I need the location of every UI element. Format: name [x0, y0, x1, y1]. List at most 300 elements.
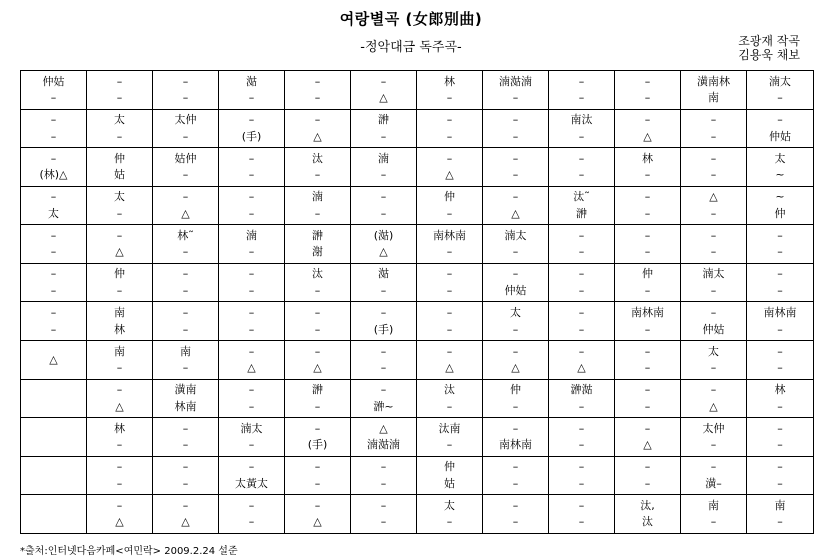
notation-cell [681, 341, 746, 380]
notation-symbol: – [777, 283, 783, 297]
notation-symbol: – [50, 245, 57, 259]
notation-column [615, 71, 681, 533]
notation-symbol: – [777, 91, 783, 105]
notation-cell [681, 71, 746, 110]
notation-cell [285, 457, 350, 496]
notation-cell [549, 187, 614, 226]
notation-cell [87, 341, 152, 380]
notation-cell [87, 457, 152, 496]
notation-symbol: – [182, 190, 189, 204]
notation-symbol: △ [445, 168, 454, 182]
notation-cell [285, 341, 350, 380]
notation-symbol: 南汰 [570, 113, 593, 127]
notation-symbol: – [182, 168, 189, 182]
notation-symbol: – [314, 305, 321, 319]
notation-symbol: – [512, 91, 519, 105]
notation-symbol: – [380, 190, 387, 204]
transcriber-credit: 김용욱 채보 [738, 48, 800, 62]
notation-cell [87, 264, 152, 303]
notation-symbol: – [182, 245, 189, 259]
notation-cell [219, 302, 284, 341]
notation-symbol: – [314, 74, 321, 88]
notation-cell [351, 264, 416, 303]
notation-cell [285, 71, 350, 110]
notation-symbol: – [644, 476, 651, 490]
notation-cell [87, 187, 152, 226]
notation-symbol: – [512, 515, 519, 529]
notation-symbol: 湳太 [702, 267, 725, 281]
notation-symbol: – [446, 283, 453, 297]
notation-symbol: – [248, 267, 255, 281]
notation-column [483, 71, 549, 533]
notation-symbol: – [578, 283, 585, 297]
notation-symbol: 太 [708, 344, 719, 358]
notation-symbol: – [710, 151, 717, 165]
notation-symbol: 㴢 [378, 113, 389, 127]
notation-symbol: – [446, 344, 453, 358]
notation-symbol: 㴬 [312, 245, 323, 259]
notation-symbol: 汰 [312, 151, 323, 165]
notation-symbol: – [578, 498, 585, 512]
notation-cell [285, 148, 350, 187]
notation-symbol: △ [643, 129, 652, 143]
notation-cell [681, 380, 746, 419]
notation-symbol: – [512, 267, 519, 281]
notation-symbol: – [248, 344, 255, 358]
notation-cell [285, 225, 350, 264]
notation-cell [681, 110, 746, 149]
notation-symbol: 湳太 [240, 421, 263, 435]
notation-symbol: – [248, 113, 255, 127]
notation-symbol: – [182, 267, 189, 281]
notation-cell [351, 187, 416, 226]
notation-cell [351, 341, 416, 380]
notation-cell [21, 380, 86, 419]
notation-symbol: – [380, 305, 387, 319]
notation-symbol: 林 [642, 151, 653, 165]
notation-symbol: – [50, 228, 57, 242]
notation-symbol: – [644, 283, 651, 297]
notation-symbol: – [248, 322, 255, 336]
notation-cell [549, 148, 614, 187]
notation-symbol: – [248, 151, 255, 165]
notation-symbol: – [644, 113, 651, 127]
notation-cell [615, 225, 680, 264]
notation-cell [549, 302, 614, 341]
notation-symbol: 林 [114, 421, 125, 435]
notation-symbol: – [50, 113, 57, 127]
notation-symbol: – [446, 91, 453, 105]
notation-symbol: – [512, 190, 519, 204]
notation-symbol: – [380, 168, 387, 182]
notation-cell [747, 457, 813, 496]
notation-symbol: △ [445, 361, 454, 375]
credit-block [738, 34, 800, 62]
notation-symbol: – [50, 91, 57, 105]
notation-symbol: 南 [708, 498, 719, 512]
notation-cell [615, 495, 680, 533]
notation-symbol: 南 [114, 305, 125, 319]
notation-symbol: – [512, 151, 519, 165]
notation-cell [615, 457, 680, 496]
notation-cell [87, 71, 152, 110]
notation-symbol: – [314, 206, 321, 220]
notation-symbol: – [777, 515, 783, 529]
notation-cell [21, 264, 86, 303]
notation-symbol: 太仲 [174, 113, 197, 127]
notation-symbol: △ [313, 361, 322, 375]
notation-symbol: – [710, 129, 717, 143]
notation-symbol: – [380, 361, 387, 375]
notation-cell [747, 264, 813, 303]
notation-symbol: – [578, 322, 585, 336]
notation-symbol: 林 [114, 322, 125, 336]
notation-symbol: – [446, 322, 453, 336]
notation-symbol: 汰, [640, 498, 655, 512]
notation-symbol: – [116, 476, 123, 490]
notation-column [21, 71, 87, 533]
notation-cell [417, 71, 482, 110]
notation-symbol: △ [181, 515, 190, 529]
notation-cell [21, 457, 86, 496]
notation-symbol: – [512, 344, 519, 358]
notation-cell [417, 264, 482, 303]
notation-symbol: – [710, 460, 717, 474]
notation-cell [351, 302, 416, 341]
notation-symbol: – [182, 438, 189, 452]
notation-symbol: – [116, 74, 123, 88]
notation-symbol: – [578, 460, 585, 474]
notation-symbol: – [710, 305, 717, 319]
notation-cell [219, 225, 284, 264]
notation-symbol: – [248, 399, 255, 413]
notation-symbol: △ [379, 421, 388, 435]
notation-symbol: – [116, 129, 123, 143]
notation-cell [21, 225, 86, 264]
notation-symbol: – [777, 344, 783, 358]
notation-symbol: – [578, 399, 585, 413]
notation-symbol: 汰 [312, 267, 323, 281]
notation-cell [87, 225, 152, 264]
notation-symbol: – [578, 515, 585, 529]
notation-cell [153, 457, 218, 496]
notation-symbol: – [578, 74, 585, 88]
notation-symbol: – [380, 460, 387, 474]
notation-symbol: – [446, 129, 453, 143]
notation-cell [483, 380, 548, 419]
notation-symbol: – [314, 344, 321, 358]
notation-cell [747, 71, 813, 110]
notation-cell [417, 148, 482, 187]
notation-symbol: ~ [775, 168, 785, 182]
notation-cell [351, 380, 416, 419]
notation-symbol: – [578, 421, 585, 435]
notation-symbol: – [50, 190, 57, 204]
notation-symbol: (手) [241, 129, 262, 143]
notation-symbol: – [512, 245, 519, 259]
notation-symbol: – [512, 113, 519, 127]
notation-symbol: – [578, 344, 585, 358]
notation-cell [153, 380, 218, 419]
notation-symbol: – [446, 399, 453, 413]
notation-cell [351, 495, 416, 533]
notation-symbol: 仲姑 [702, 322, 725, 336]
notation-symbol: – [578, 228, 585, 242]
notation-symbol: △ [313, 129, 322, 143]
notation-cell [417, 187, 482, 226]
notation-symbol: 湳太 [504, 228, 527, 242]
notation-symbol: – [777, 476, 783, 490]
notation-symbol: – [314, 322, 321, 336]
notation-symbol: – [116, 383, 123, 397]
notation-cell [549, 380, 614, 419]
notation-symbol: – [380, 515, 387, 529]
notation-symbol: 南 [180, 344, 191, 358]
notation-cell [351, 225, 416, 264]
notation-symbol: – [50, 129, 57, 143]
notation-cell [681, 264, 746, 303]
notation-symbol: 仲 [642, 267, 653, 281]
notation-cell [21, 341, 86, 380]
notation-cell [483, 418, 548, 457]
notation-symbol: 汰 [444, 383, 455, 397]
notation-symbol: – [380, 498, 387, 512]
notation-cell [21, 110, 86, 149]
notation-symbol: – [314, 283, 321, 297]
notation-symbol: – [380, 344, 387, 358]
notation-symbol: – [644, 245, 651, 259]
notation-cell [285, 264, 350, 303]
notation-symbol: – [446, 113, 453, 127]
notation-symbol: – [644, 190, 651, 204]
notation-symbol: – [248, 206, 255, 220]
notation-cell [549, 457, 614, 496]
notation-symbol: 仲姑 [504, 283, 527, 297]
notation-column [747, 71, 813, 533]
notation-symbol: △ [115, 245, 124, 259]
notation-symbol: – [314, 460, 321, 474]
notation-symbol: – [314, 498, 321, 512]
notation-cell [21, 187, 86, 226]
notation-cell [153, 110, 218, 149]
notation-symbol: (手) [373, 322, 394, 336]
notation-cell [153, 187, 218, 226]
notation-column [285, 71, 351, 533]
notation-symbol: – [182, 283, 189, 297]
notation-cell [219, 71, 284, 110]
notation-symbol: 汰南 [438, 421, 461, 435]
notation-symbol: △ [577, 361, 586, 375]
notation-symbol: 姑 [444, 476, 455, 490]
notation-symbol: – [50, 283, 57, 297]
notation-symbol: – [248, 190, 255, 204]
notation-cell [483, 341, 548, 380]
notation-symbol: 太 [510, 305, 521, 319]
notation-symbol: – [710, 206, 717, 220]
notation-symbol: △ [49, 352, 58, 366]
notation-symbol: – [314, 421, 321, 435]
notation-symbol: 汰 [642, 515, 653, 529]
notation-symbol: – [578, 245, 585, 259]
notation-cell [219, 110, 284, 149]
notation-symbol: △ [379, 245, 388, 259]
notation-symbol: – [644, 383, 651, 397]
notation-symbol: 林 [444, 74, 455, 88]
notation-symbol: – [380, 283, 387, 297]
notation-symbol: – [116, 228, 123, 242]
notation-cell [615, 302, 680, 341]
notation-symbol: – [644, 344, 651, 358]
notation-symbol: – [777, 267, 783, 281]
notation-symbol: – [777, 438, 783, 452]
notation-symbol: – [777, 421, 783, 435]
notation-cell [615, 380, 680, 419]
notation-symbol: – [578, 438, 585, 452]
notation-symbol: – [644, 168, 651, 182]
notation-symbol: 㴌 [378, 267, 389, 281]
notation-cell [351, 418, 416, 457]
notation-cell [417, 110, 482, 149]
notation-cell [285, 380, 350, 419]
notation-symbol: △ [115, 515, 124, 529]
notation-symbol: – [446, 245, 453, 259]
notation-symbol: 潢– [705, 476, 722, 490]
notation-cell [483, 457, 548, 496]
notation-symbol: 仲 [114, 267, 125, 281]
notation-column [153, 71, 219, 533]
notation-cell [483, 225, 548, 264]
notation-cell [87, 148, 152, 187]
notation-symbol: – [446, 515, 453, 529]
notation-symbol: – [314, 113, 321, 127]
notation-cell [153, 148, 218, 187]
notation-cell [747, 418, 813, 457]
notation-symbol: 太黃太 [235, 476, 268, 490]
notation-symbol: (手) [307, 438, 328, 452]
notation-symbol: 南 [774, 498, 786, 512]
notation-cell [219, 418, 284, 457]
notation-cell [219, 148, 284, 187]
notation-cell [87, 380, 152, 419]
notation-symbol: – [116, 438, 123, 452]
notation-symbol: – [380, 129, 387, 143]
notation-cell [747, 380, 813, 419]
notation-symbol: – [380, 476, 387, 490]
page-title: 여랑별곡 (女郎別曲) [339, 10, 483, 28]
notation-symbol: 湳 [246, 228, 257, 242]
notation-cell [351, 457, 416, 496]
notation-cell [681, 495, 746, 533]
notation-cell [417, 302, 482, 341]
notation-cell [681, 187, 746, 226]
notation-symbol: – [182, 305, 189, 319]
notation-cell [615, 71, 680, 110]
notation-symbol: – [446, 267, 453, 281]
notation-symbol: – [578, 305, 585, 319]
notation-cell [747, 110, 813, 149]
notation-symbol: 太 [444, 498, 455, 512]
notation-cell [747, 148, 813, 187]
notation-cell [153, 225, 218, 264]
notation-column [351, 71, 417, 533]
notation-symbol: – [248, 91, 255, 105]
notation-symbol: △ [313, 515, 322, 529]
notation-symbol: – [248, 438, 255, 452]
notation-symbol: △ [709, 399, 718, 413]
notation-symbol: – [512, 322, 519, 336]
notation-symbol: – [116, 498, 123, 512]
notation-symbol: – [578, 91, 585, 105]
notation-cell [285, 302, 350, 341]
notation-symbol: – [777, 361, 783, 375]
notation-symbol: – [182, 91, 189, 105]
notation-symbol: – [182, 460, 189, 474]
notation-cell [153, 418, 218, 457]
notation-symbol: – [777, 245, 783, 259]
notation-symbol: – [710, 113, 717, 127]
notation-symbol: – [578, 151, 585, 165]
notation-cell [219, 457, 284, 496]
notation-symbol: △ [181, 206, 190, 220]
notation-column [681, 71, 747, 533]
notation-symbol: 㴢 [576, 206, 587, 220]
notation-symbol: – [512, 498, 519, 512]
notation-symbol: – [182, 498, 189, 512]
notation-cell [351, 148, 416, 187]
notation-cell [747, 302, 813, 341]
notation-symbol: – [710, 438, 717, 452]
notation-symbol: – [248, 245, 255, 259]
notation-symbol: – [578, 476, 585, 490]
notation-cell [87, 110, 152, 149]
notation-symbol: 姑 [114, 168, 125, 182]
notation-symbol: – [644, 74, 651, 88]
notation-symbol: 㴢~ [373, 399, 394, 413]
notation-symbol: 林南 [174, 399, 197, 413]
notation-symbol: – [248, 460, 255, 474]
notation-cell [21, 302, 86, 341]
notation-symbol: △ [511, 361, 520, 375]
notation-cell [417, 418, 482, 457]
notation-symbol: – [248, 383, 255, 397]
notation-cell [615, 187, 680, 226]
notation-symbol: – [644, 228, 651, 242]
notation-symbol: (林)△ [39, 168, 68, 182]
notation-cell [681, 418, 746, 457]
notation-cell [87, 495, 152, 533]
notation-cell [681, 302, 746, 341]
notation-cell [417, 341, 482, 380]
notation-cell [219, 341, 284, 380]
notation-symbol: – [578, 168, 585, 182]
notation-symbol: – [644, 206, 651, 220]
notation-cell [681, 148, 746, 187]
notation-symbol: – [380, 74, 387, 88]
notation-cell [615, 341, 680, 380]
notation-symbol: 湳㴌湳 [367, 438, 400, 452]
notation-symbol: 仲 [114, 151, 125, 165]
notation-symbol: 仲姑 [42, 74, 65, 88]
notation-symbol: – [182, 129, 189, 143]
notation-symbol: 湳 [378, 151, 389, 165]
notation-symbol: – [644, 460, 651, 474]
notation-symbol: 湳 [312, 190, 323, 204]
notation-symbol: – [777, 113, 783, 127]
notation-symbol: 仲 [444, 460, 455, 474]
notation-symbol: 潢南 [174, 383, 197, 397]
notation-cell [483, 264, 548, 303]
notation-symbol: 㴢㴌 [570, 383, 593, 397]
